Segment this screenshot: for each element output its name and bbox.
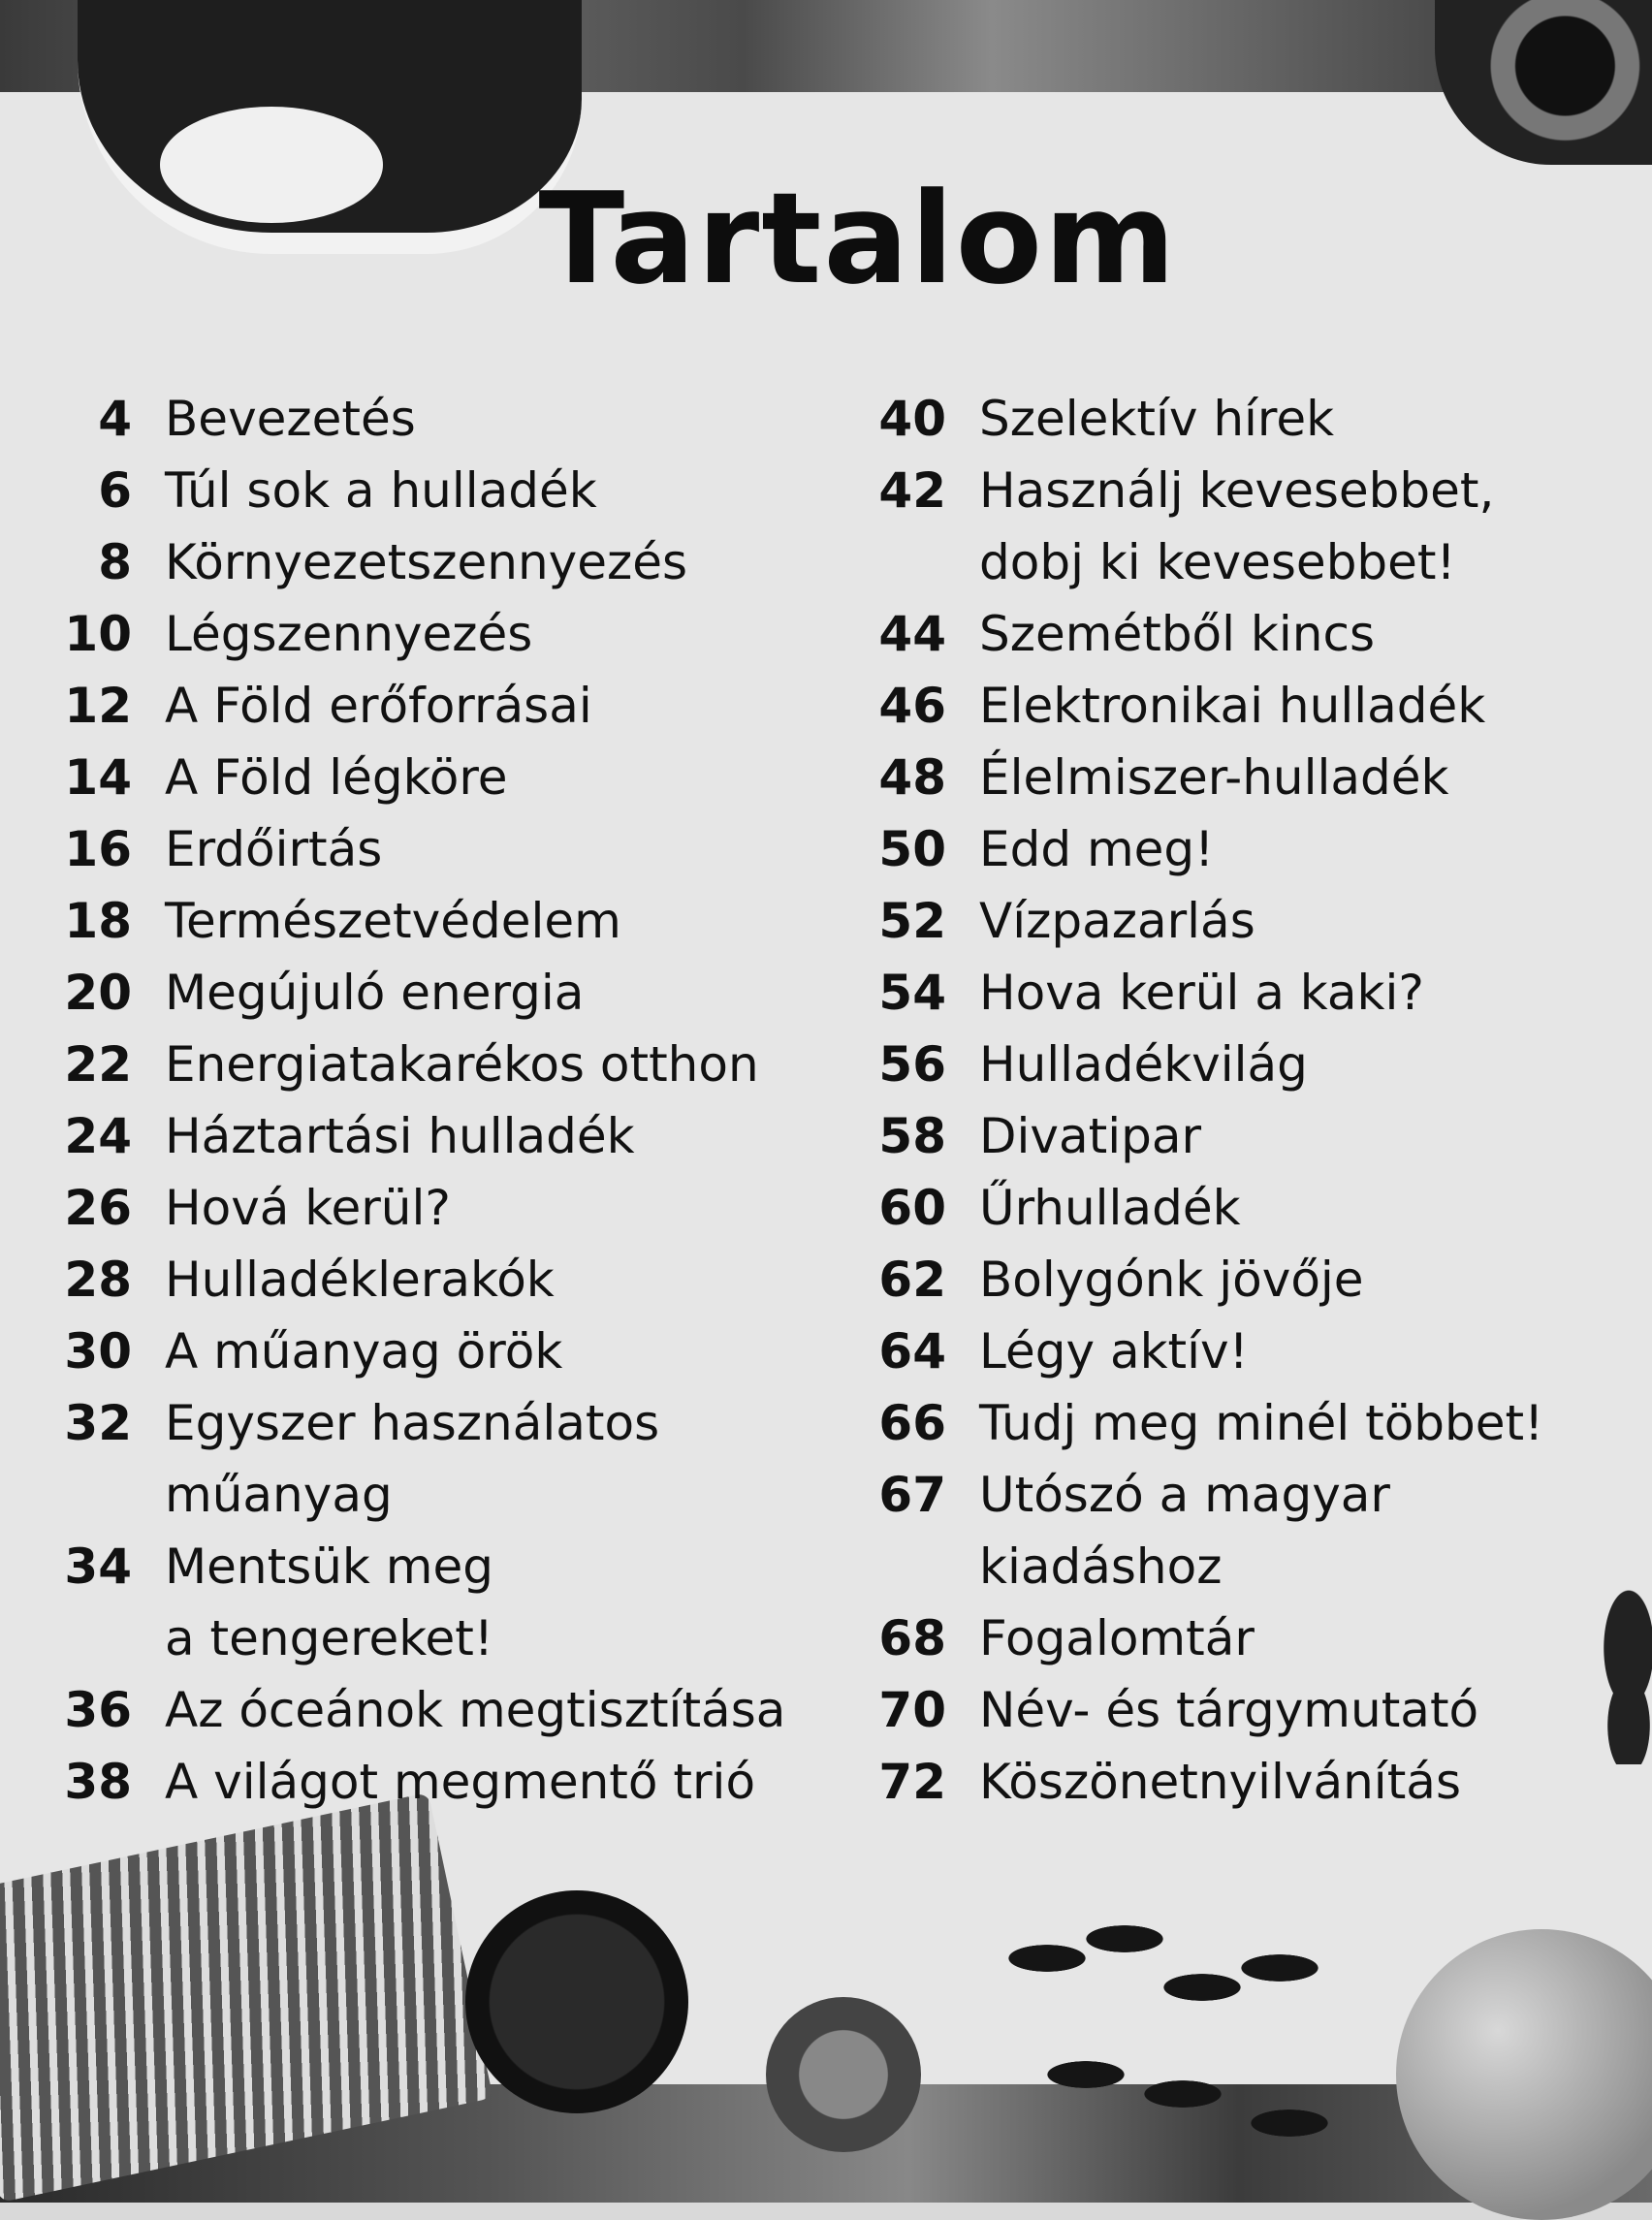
toc-page-number: 10 [64,606,132,662]
toc-entry [39,957,814,1029]
toc-page-number: 38 [64,1754,132,1810]
toc-entry-title: Erdőirtás [165,821,383,877]
toc-entry [853,1244,1629,1316]
toc-entry-title: Szelektív hírek [979,391,1335,447]
toc-entry-title: Energiatakarékos otthon [165,1036,759,1093]
page-title: Tartalom [538,165,1178,312]
toc-entry-title: Háztartási hulladék [165,1108,635,1164]
toc-page-number: 56 [878,1036,946,1093]
toc-page-number: 50 [878,821,946,877]
toc-page-number: 28 [64,1252,132,1308]
toc-page-number: 12 [64,678,132,734]
toc-page-number: 22 [64,1036,132,1093]
toc-entry [853,1746,1629,1818]
toc-entry [39,813,814,885]
toc-entry [853,383,1629,455]
toc-entry-title: Természetvédelem [165,893,621,949]
toc-entry [39,670,814,742]
toc-entry [853,1029,1629,1100]
toc-page-number: 70 [878,1682,946,1738]
toc-entry [853,670,1629,742]
toc-entry [39,1316,814,1387]
toc-page-number: 26 [64,1180,132,1236]
toc-entry-title: Hulladékvilág [979,1036,1308,1093]
toc-entry-title: Légy aktív! [979,1323,1249,1380]
bottle-cap-image [766,1997,921,2152]
toc-page-number: 18 [64,893,132,949]
toc-entry [39,1674,814,1746]
toc-entry-title: Használj kevesebbet, dobj ki kevesebbet! [979,462,1495,590]
toc-entry-title: A Föld légköre [165,749,508,806]
toc-entry [853,1602,1629,1674]
toc-page-number: 72 [878,1754,946,1810]
toc-entry [39,455,814,526]
toc-page-number: 48 [878,749,946,806]
toc-page-number: 40 [878,391,946,447]
toc-page-number: 30 [64,1323,132,1380]
toc-page-number: 42 [878,462,946,519]
toc-entry-title: Név- és tárgymutató [979,1682,1479,1738]
toc-entry [39,526,814,598]
toc-entry-title: Túl sok a hulladék [165,462,597,519]
toc-page-number: 64 [878,1323,946,1380]
toc-page-number: 58 [878,1108,946,1164]
toc-entry [39,1387,814,1531]
toc-entry [853,1459,1629,1602]
toc-entry-title: A világot megmentő trió [165,1754,756,1810]
toc-entry-title: Élelmiszer-hulladék [979,749,1449,806]
toc-entry-title: Köszönetnyilvánítás [979,1754,1461,1810]
toc-entry [853,1316,1629,1387]
toc-entry [39,1531,814,1674]
toc-right-column [853,383,1629,1818]
toc-entry-title: Bevezetés [165,391,416,447]
toc-page-number: 16 [64,821,132,877]
toc-page-number: 68 [878,1610,946,1666]
toc-entry [39,1029,814,1100]
toc-page-number: 24 [64,1108,132,1164]
toc-entry [39,1100,814,1172]
toc-entry-title: Az óceánok megtisztítása [165,1682,786,1738]
toc-entry [39,383,814,455]
toc-entry [853,1100,1629,1172]
toc-page-number: 4 [98,391,132,447]
toc-entry [39,1244,814,1316]
toc-page-number: 52 [878,893,946,949]
toc-entry-title: Elektronikai hulladék [979,678,1486,734]
toc-entry [39,742,814,813]
toc-page-number: 60 [878,1180,946,1236]
toc-page-number: 20 [64,965,132,1021]
toc-page-number: 44 [878,606,946,662]
toc-entry [853,813,1629,885]
toc-left-column [39,383,814,1818]
toc-entry [853,742,1629,813]
toc-entry-title: Utószó a magyar kiadáshoz [979,1467,1390,1595]
toc-page-number: 67 [878,1467,946,1523]
toc-entry-title: A műanyag örök [165,1323,563,1380]
toc-page-number: 32 [64,1395,132,1451]
toc-page-number: 8 [98,534,132,590]
toc-entry-title: Hova kerül a kaki? [979,965,1424,1021]
toc-entry [39,598,814,670]
toc-entry-title: Mentsük meg a tengereket! [165,1538,493,1666]
toc-entry-title: Divatipar [979,1108,1202,1164]
toc-page-number: 34 [64,1538,132,1595]
toc-entry-title: Bolygónk jövője [979,1252,1364,1308]
toc-entry [853,1172,1629,1244]
toc-entry-title: Szemétből kincs [979,606,1376,662]
toc-entry [39,1172,814,1244]
fern-leaves-image [969,1900,1396,2203]
toc-entry [853,1387,1629,1459]
toc-page-number: 62 [878,1252,946,1308]
toc-entry [39,885,814,957]
toc-entry-title: Edd meg! [979,821,1215,877]
toc-page-number: 6 [98,462,132,519]
toc-page-number: 54 [878,965,946,1021]
toc-entry-title: Légszennyezés [165,606,533,662]
toc-entry [853,885,1629,957]
toc-entry [853,957,1629,1029]
toc-entry [853,455,1629,598]
toc-entry [853,1674,1629,1746]
toc-page-number: 36 [64,1682,132,1738]
toc-entry-title: A Föld erőforrásai [165,678,592,734]
toc-page-number: 14 [64,749,132,806]
toc-entry-title: Űrhulladék [979,1180,1241,1236]
toc-page-number: 66 [878,1395,946,1451]
toc-entry-title: Tudj meg minél többet! [979,1395,1544,1451]
can-lid-image [465,1890,688,2113]
toc-entry-title: Megújuló energia [165,965,585,1021]
toc-entry-title: Egyszer használatos műanyag [165,1395,660,1523]
toc-entry [39,1746,814,1818]
toc-entry-title: Vízpazarlás [979,893,1255,949]
toc-entry [853,598,1629,670]
toc-page-number: 46 [878,678,946,734]
toc-entry-title: Hulladéklerakók [165,1252,555,1308]
toc-entry-title: Fogalomtár [979,1610,1255,1666]
toc-entry-title: Környezetszennyezés [165,534,688,590]
toc-entry-title: Hová kerül? [165,1180,451,1236]
